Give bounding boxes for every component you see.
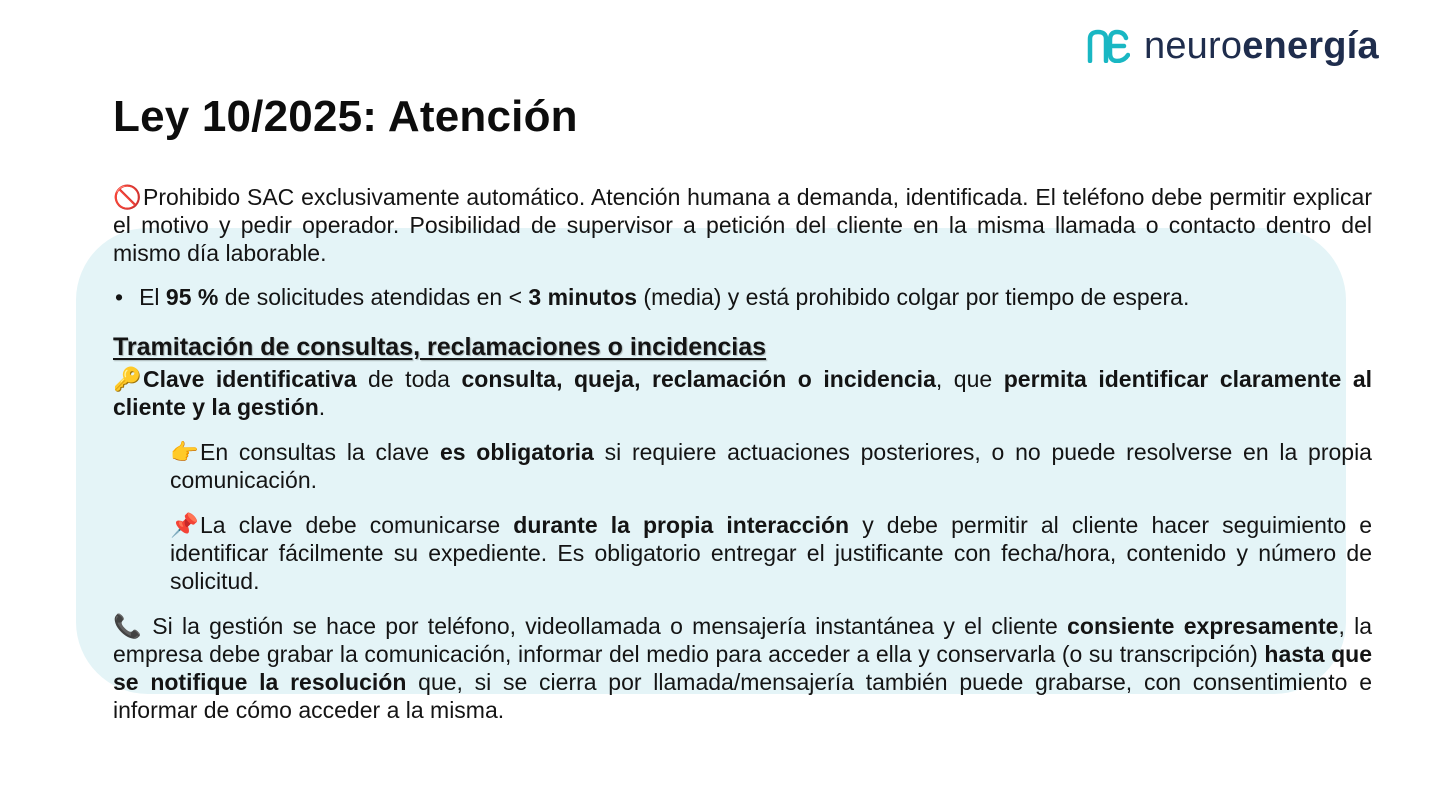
clave-paragraph: 🔑Clave identificativa de toda consulta, queja, reclamación o incidencia, que permita identificar claramente al cliente y la gestión.	[113, 366, 1372, 420]
slide-content	[113, 183, 1372, 724]
brand-name-part2: energía	[1242, 25, 1379, 67]
intro-paragraph	[113, 183, 1372, 267]
pointing-hand-icon: 👉	[170, 439, 199, 465]
prohibited-icon: 🚫	[113, 184, 142, 210]
bullet-text: El 95 % de solicitudes atendidas en < 3 minutos (media) y está prohibido colgar por tiempo de espera.	[139, 284, 1190, 310]
intro-text: Prohibido SAC exclusivamente automático. Atención humana a demanda, identificada. El teléfono debe permitir explicar el motivo y pedir operador. Posibilidad de supervisor a petición del cliente en la misma llamada o contacto dentro del mismo día laborable.	[113, 184, 1372, 266]
consultas-paragraph: 👉En consultas la clave es obligatoria si requiere actuaciones posteriores, o no puede resolverse en la propia comunicación.	[170, 439, 1372, 493]
telephone-icon: 📞	[113, 613, 142, 639]
key-icon: 🔑	[113, 366, 142, 392]
bullet-item	[113, 283, 1372, 311]
section-heading: Tramitación de consultas, reclamaciones o incidencias	[113, 333, 767, 361]
comunicar-paragraph: 📌La clave debe comunicarse durante la propia interacción y debe permitir al cliente hacer seguimiento e identificar fácilmente su expediente. Es obligatorio entregar el justificante con fecha/hora, contenido y número de solicitud.	[170, 512, 1373, 594]
ne-logo-mark-icon	[1086, 29, 1130, 63]
brand-name	[1144, 27, 1379, 65]
telefono-paragraph: 📞 Si la gestión se hace por teléfono, videollamada o mensajería instantánea y el cliente consiente expresamente, la empresa debe grabar la comunicación, informar del medio para acceder a ella y conservarla (o su transcripción) hasta que se notifique la resolución que, si se cierra por llamada/mensajería también puede grabarse, con consentimiento e informar de cómo acceder a la misma.	[113, 613, 1373, 723]
page-title: Ley 10/2025: Atención	[113, 92, 578, 141]
bullet-marker: •	[115, 284, 124, 310]
pushpin-icon: 📌	[170, 512, 199, 538]
brand-name-part1: neuro	[1144, 25, 1243, 67]
brand-logo	[1086, 24, 1379, 68]
